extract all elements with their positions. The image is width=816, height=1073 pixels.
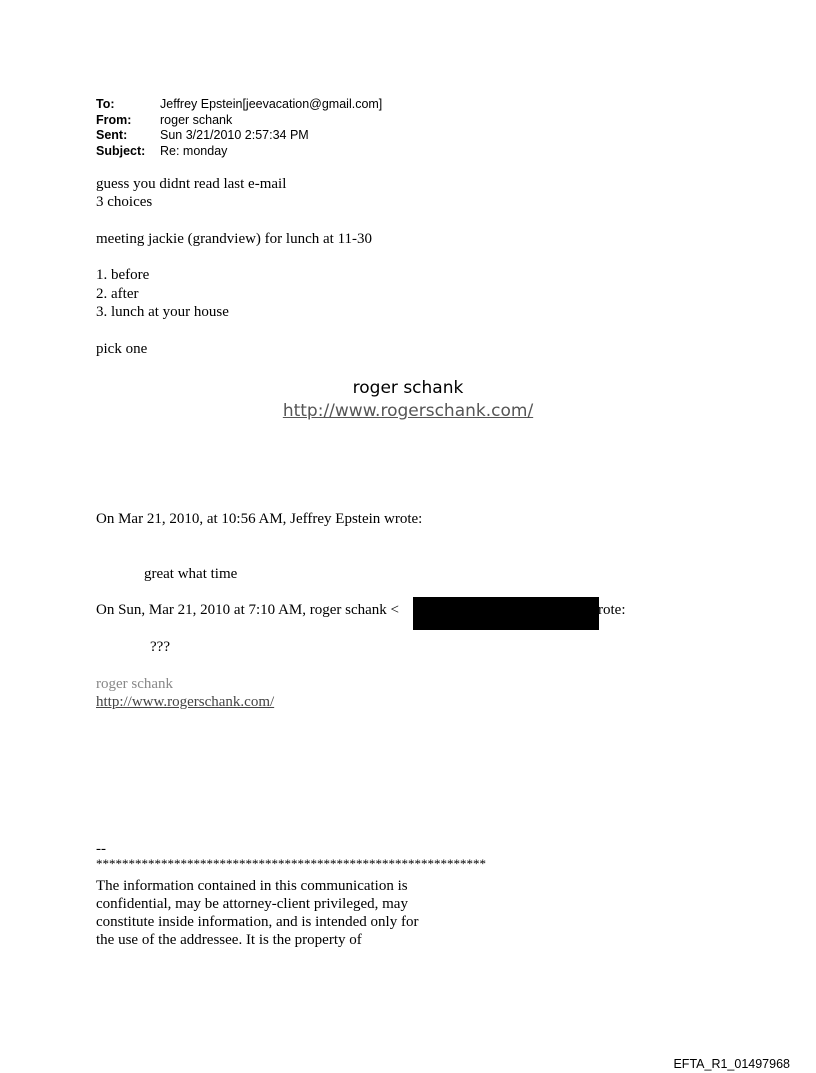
stars-divider: ************************************************************: [96, 856, 486, 871]
choice-item: 1. before: [96, 267, 150, 283]
disclaimer-line: constitute inside information, and is intended only for: [96, 914, 419, 930]
quoted-signature-link[interactable]: http://www.rogerschank.com/: [96, 694, 275, 710]
subject-label: Subject:: [96, 143, 146, 158]
sent-row: [96, 128, 382, 144]
body-line: pick one: [96, 341, 148, 357]
choice-item: 3. lunch at your house: [96, 304, 229, 320]
quoted-text: ???: [150, 639, 170, 655]
redaction-box: [413, 597, 599, 630]
subject-value: Re: monday: [160, 143, 228, 158]
signature-name: roger schank: [352, 378, 464, 398]
quote-attribution: On Mar 21, 2010, at 10:56 AM, Jeffrey Epstein wrote:: [96, 511, 423, 527]
body-line: 3 choices: [96, 194, 153, 210]
quote-attribution-start: On Sun, Mar 21, 2010 at 7:10 AM, roger schank <: [96, 602, 400, 618]
disclaimer-line: The information contained in this communication is: [96, 878, 408, 894]
body-line: meeting jackie (grandview) for lunch at 11-30: [96, 231, 373, 247]
disclaimer-line: confidential, may be attorney-client privileged, may: [96, 896, 408, 912]
to-row: [96, 97, 382, 113]
subject-row: [96, 144, 382, 160]
from-label: From:: [96, 112, 132, 127]
from-value: roger schank: [160, 112, 233, 127]
document-id: EFTA_R1_01497968: [673, 1057, 790, 1071]
sent-value: Sun 3/21/2010 2:57:34 PM: [160, 128, 309, 142]
signature-separator: --: [96, 841, 106, 857]
to-value: Jeffrey Epstein[jeevacation@gmail.com]: [160, 97, 383, 111]
from-row: [96, 113, 382, 129]
signature-link[interactable]: http://www.rogerschank.com/: [282, 401, 534, 421]
to-label: To:: [96, 97, 115, 111]
quoted-signature-name: roger schank: [96, 676, 174, 692]
disclaimer-line: the use of the addressee. It is the property of: [96, 932, 362, 948]
sent-label: Sent:: [96, 128, 128, 142]
quoted-text: great what time: [144, 566, 238, 582]
choice-item: 2. after: [96, 286, 139, 302]
body-line: guess you didnt read last e-mail: [96, 176, 287, 192]
quote-attribution-end: rote:: [598, 602, 626, 618]
email-header: [96, 97, 382, 159]
